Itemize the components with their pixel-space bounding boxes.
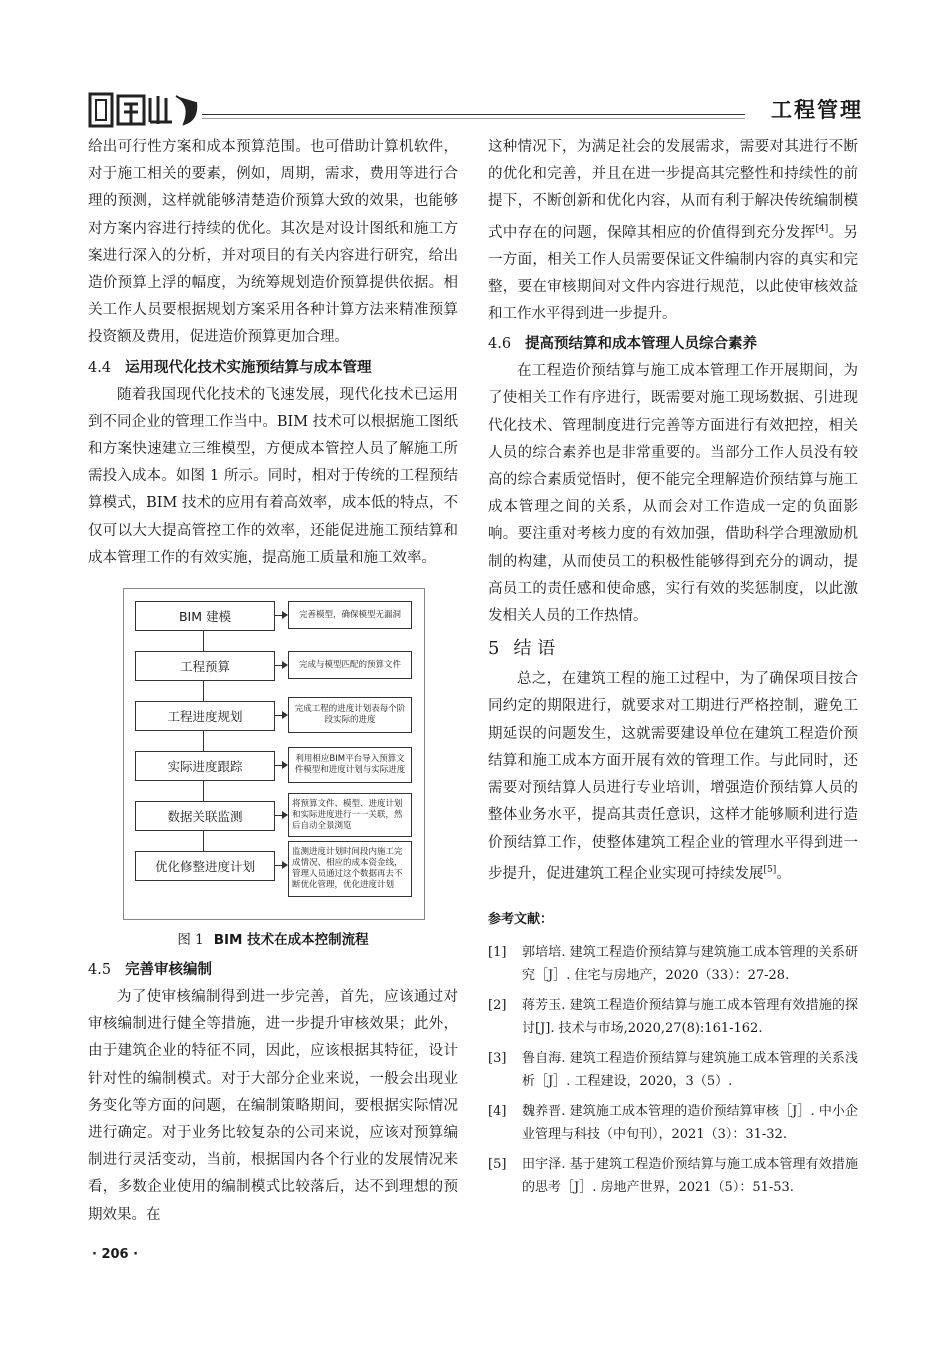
heading-4-6 xyxy=(488,332,858,356)
heading-number: 4.6 xyxy=(488,336,512,353)
heading-number: 4.5 xyxy=(88,962,112,979)
page-header xyxy=(88,88,863,134)
flow-step: 数据关联监测 xyxy=(135,801,275,831)
flow-connector xyxy=(203,781,204,801)
reference-text: 魏养晋. 建筑施工成本管理的造价预结算审核［J］. 中小企业管理与科技（中旬刊），2021（3）：31-32. xyxy=(522,1103,858,1143)
right-column xyxy=(488,134,858,1206)
flow-note: 利用相应BIM平台导入预算文件模型和进度计划与实际进度 xyxy=(288,747,412,783)
reference-item xyxy=(488,994,858,1041)
paragraph-4-6: 在工程造价预结算与施工成本管理工作开展期间，为了使相关工作有序进行，既需要对施工现场数据、引进现代化技术、管理制度进行完善等方面进行有效把控，相关人员的综合素养也是非常重要的。当部分工作人员没有较高的综合素质觉悟时，便不能完全理解造价预结算与施工成本管理之间的关系，从而会对工作造成一定的负面影响。要注重对考核力度的有效加强，借助科学合理激励机制的构建，从而使员工的积极性能够得到充分的调动，提高员工的责任感和使命感，实行有效的奖惩制度，以此激发相关人员的工作热情。 xyxy=(488,363,858,625)
references-title: 参考文献： xyxy=(488,911,554,927)
flow-note: 完成与模型匹配的预算文件 xyxy=(288,651,412,679)
header-rule xyxy=(202,114,745,115)
paragraph-4-4: 随着我国现代化技术的飞速发展，现代化技术已运用到不同企业的管理工作当中。BIM 技术可以根据施工图纸和方案快速建立三维模型，方便成本管控人员了解施工所需投入成本。如图 1 所示。同时，相对于传统的工程预结算模式，BIM 技术的应用有着高效率，成本低的特点，不仅可以大大提高管控工作的效率，还能促进施工预结算和成本管理工作的有效实施，提高施工质量和施工效率。 xyxy=(88,386,458,566)
left-column xyxy=(88,134,458,1229)
heading-number: 5 xyxy=(488,638,500,660)
flow-note: 完善模型，确保模型无漏洞 xyxy=(288,601,412,629)
reference-item xyxy=(488,1100,858,1147)
journal-logo xyxy=(88,90,200,130)
heading-4-4 xyxy=(88,356,458,380)
flow-note: 完成工程的进度计划表每个阶段实际的进度 xyxy=(288,697,412,733)
continued-text-b: 。另一方面，相关工作人员需要保证文件编制内容的真实和完整，要在审核期间对文件内容进行规范，以此使审核效益和工作水平得到进一步提升。 xyxy=(488,224,859,323)
reference-index: [4] xyxy=(488,1103,507,1119)
reference-text: 蒋芳玉. 建筑工程造价预结算与施工成本管理有效措施的探讨[J]. 技术与市场,2020,27(8):161-162. xyxy=(522,997,858,1037)
continued-text-a: 这种情况下，为满足社会的发展需求，需要对其进行不断的优化和完善，并且在进一步提高其完整性和持续性的前提下，不断创新和优化内容，从而有利于解决传统编制模式中存在的问题，保障其相应的价值得到充分发挥 xyxy=(488,139,858,241)
citation: [4] xyxy=(815,223,829,234)
flow-connector xyxy=(203,681,204,701)
flow-note: 将预算文件、模型、进度计划和实际进度进行一一关联，然后自动全景浏览 xyxy=(288,793,412,837)
paragraph-4-5: 为了使审核编制得到进一步完善，首先，应该通过对审核编制进行健全等措施，进一步提升审核效果；此外，由于建筑企业的特征不同，因此，应该根据其特征，设计针对性的编制模式。对于大部分企业来说，一般会出现业务变化等方面的问题，在编制策略期间，要根据实际情况进行确定。对于业务比较复杂的公司来说，应该对预算编制进行灵活变动，当前，根据国内各个行业的发展情况来看，多数企业使用的编制模式比较落后，达不到理想的预期效果。在 xyxy=(88,989,458,1223)
flow-step: BIM 建模 xyxy=(135,601,275,631)
reference-index: [1] xyxy=(488,944,507,960)
reference-index: [3] xyxy=(488,1050,507,1066)
citation: [5] xyxy=(763,864,777,875)
heading-4-5 xyxy=(88,958,458,982)
flow-step: 工程进度规划 xyxy=(135,701,275,731)
reference-index: [2] xyxy=(488,997,507,1013)
figure-label: 图 1 xyxy=(177,932,204,949)
reference-text: 鲁自海. 建筑工程造价预结算与建筑施工成本管理的关系浅析［J］. 工程建设，2020，3（5）. xyxy=(522,1050,858,1090)
logo-text: 居业 xyxy=(144,129,146,130)
reference-index: [5] xyxy=(488,1156,507,1172)
heading-number: 4.4 xyxy=(88,359,112,376)
flow-note: 监测进度计划时间段内施工完成情况、相应的成本资金线，管理人员通过这个数据再去不断优化管理，优化进度计划 xyxy=(288,841,412,897)
conclusion-text-b: 。 xyxy=(776,865,791,882)
intro-paragraph: 给出可行性方案和成本预算范围。也可借助计算机软件，对于施工相关的要素，例如，周期，需求，费用等进行合理的预测，这样就能够清楚造价预算大致的效果，也能够对方案内容进行持续的优化。其次是对设计图纸和施工方案进行深入的分析，并对项目的有关内容进行研究，给出造价预算上浮的幅度，为统筹规划造价预算提供依据。相关工作人员要根据规划方案采用各种计算方法来精准预算投资额及费用，促进造价预算更加合理。 xyxy=(88,139,458,346)
figure-caption xyxy=(88,928,458,948)
heading-title: 完善审核编制 xyxy=(125,962,213,979)
flow-connector xyxy=(203,831,204,851)
heading-title: 提高预结算和成本管理人员综合素养 xyxy=(525,336,758,353)
flow-step: 实际进度跟踪 xyxy=(135,751,275,781)
flow-connector xyxy=(203,631,204,651)
reference-item xyxy=(488,1047,858,1094)
bim-flowchart xyxy=(123,588,425,920)
page-number: · 206 · xyxy=(92,1247,139,1262)
figure-title: BIM 技术在成本控制流程 xyxy=(213,932,369,949)
header-rule-thin xyxy=(202,118,745,119)
reference-item xyxy=(488,941,858,988)
flow-step: 优化修整进度计划 xyxy=(135,851,275,881)
heading-title: 结 语 xyxy=(513,638,556,660)
reference-text: 田宇泽. 基于建筑工程造价预结算与施工成本管理有效措施的思考［J］. 房地产世界，2021（5）：51-53. xyxy=(522,1156,858,1196)
section-name: 工程管理 xyxy=(763,94,863,124)
continued-paragraph xyxy=(488,134,858,328)
conclusion-text-a: 总之，在建筑工程的施工过程中，为了确保项目按合同约定的期限进行，就要求对工期进行严格控制，避免工期延误的问题发生，这就需要建设单位在建筑工程造价预结算和施工成本方面开展有效的管理工作。与此同时，还需要对预结算人员进行专业培训，增强造价预结算人员的整体业务水平，提高其责任意识，这样才能够顺利进行造价预结算工作，使整体建筑工程企业的管理水平得到进一步提升，促进建筑工程企业实现可持续发展 xyxy=(488,671,858,882)
heading-5 xyxy=(488,636,858,662)
conclusion-paragraph xyxy=(488,666,858,887)
reference-list xyxy=(488,941,858,1200)
heading-title: 运用现代化技术实施预结算与成本管理 xyxy=(125,359,372,376)
reference-item xyxy=(488,1153,858,1200)
flow-connector xyxy=(203,731,204,751)
reference-text: 郭培培. 建筑工程造价预结算与建筑施工成本管理的关系研究［J］. 住宅与房地产，2020（33）：27-28. xyxy=(522,944,858,984)
flow-step: 工程预算 xyxy=(135,651,275,681)
